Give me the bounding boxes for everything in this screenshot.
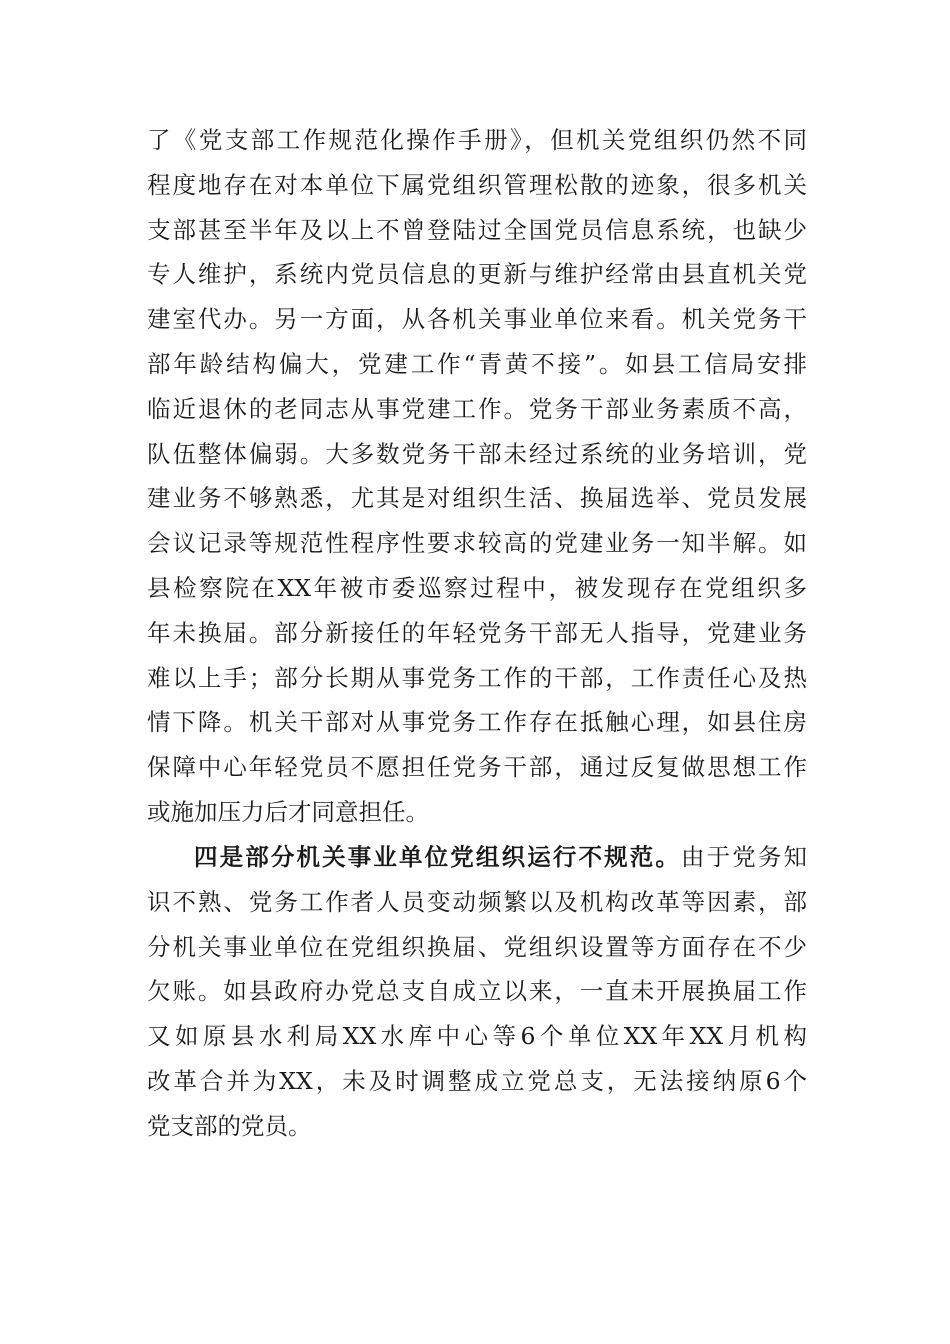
paragraph-line: 又如原县水利局XX水库中心等6个单位XX年XX月机构: [147, 1022, 807, 1051]
paragraph-line: 情下降。机关干部对从事党务工作存在抵触心理，如县住房: [147, 708, 807, 737]
paragraph-line: 分机关事业单位在党组织换届、党组织设置等方面存在不少: [147, 932, 807, 961]
paragraph-line: 程度地存在对本单位下属党组织管理松散的迹象，很多机关: [147, 170, 807, 199]
paragraph-line: 党支部的党员。: [147, 1111, 312, 1140]
paragraph-line: 或施加压力后才同意担任。: [147, 797, 429, 826]
paragraph-line: 部年龄结构偏大，党建工作“青黄不接”。如县工信局安排: [147, 349, 807, 378]
paragraph-line: 支部甚至半年及以上不曾登陆过全国党员信息系统，也缺少: [147, 215, 807, 244]
paragraph-first-line: [147, 835, 807, 880]
paragraph-line: 县检察院在XX年被市委巡察过程中，被发现存在党组织多: [147, 573, 807, 602]
paragraph-line: 改革合并为XX，未及时调整成立党总支，无法接纳原6个: [147, 1066, 807, 1095]
paragraph-line: 难以上手；部分长期从事党务工作的干部，工作责任心及热: [147, 663, 807, 692]
paragraph-text: 由于党务知: [680, 843, 808, 871]
section-heading: 四是部分机关事业单位党组织运行不规范。: [194, 843, 681, 871]
paragraph-line: 队伍整体偏弱。大多数党务干部未经过系统的业务培训，党: [147, 439, 807, 468]
paragraph-line: 会议记录等规范性程序性要求较高的党建业务一知半解。如: [147, 529, 807, 558]
paragraph-line: 保障中心年轻党员不愿担任党务干部，通过反复做思想工作: [147, 753, 807, 782]
paragraph-line: 建室代办。另一方面，从各机关事业单位来看。机关党务干: [147, 305, 807, 334]
paragraph-line: 年未换届。部分新接任的年轻党务干部无人指导，党建业务: [147, 618, 807, 647]
paragraph-line: 建业务不够熟悉，尤其是对组织生活、换届选举、党员发展: [147, 484, 807, 513]
paragraph-line: 识不熟、党务工作者人员变动频繁以及机构改革等因素，部: [147, 887, 807, 916]
paragraph-line: 专人维护，系统内党员信息的更新与维护经常由县直机关党: [147, 260, 807, 289]
paragraph-1: [147, 118, 807, 835]
paragraph-line: 临近退休的老同志从事党建工作。党务干部业务素质不高，: [147, 394, 807, 423]
paragraph-line: 了《党支部工作规范化操作手册》，但机关党组织仍然不同: [147, 126, 807, 154]
paragraph-2: [147, 835, 807, 1149]
paragraph-line: 欠账。如县政府办党总支自成立以来，一直未开展换届工作: [147, 977, 807, 1006]
